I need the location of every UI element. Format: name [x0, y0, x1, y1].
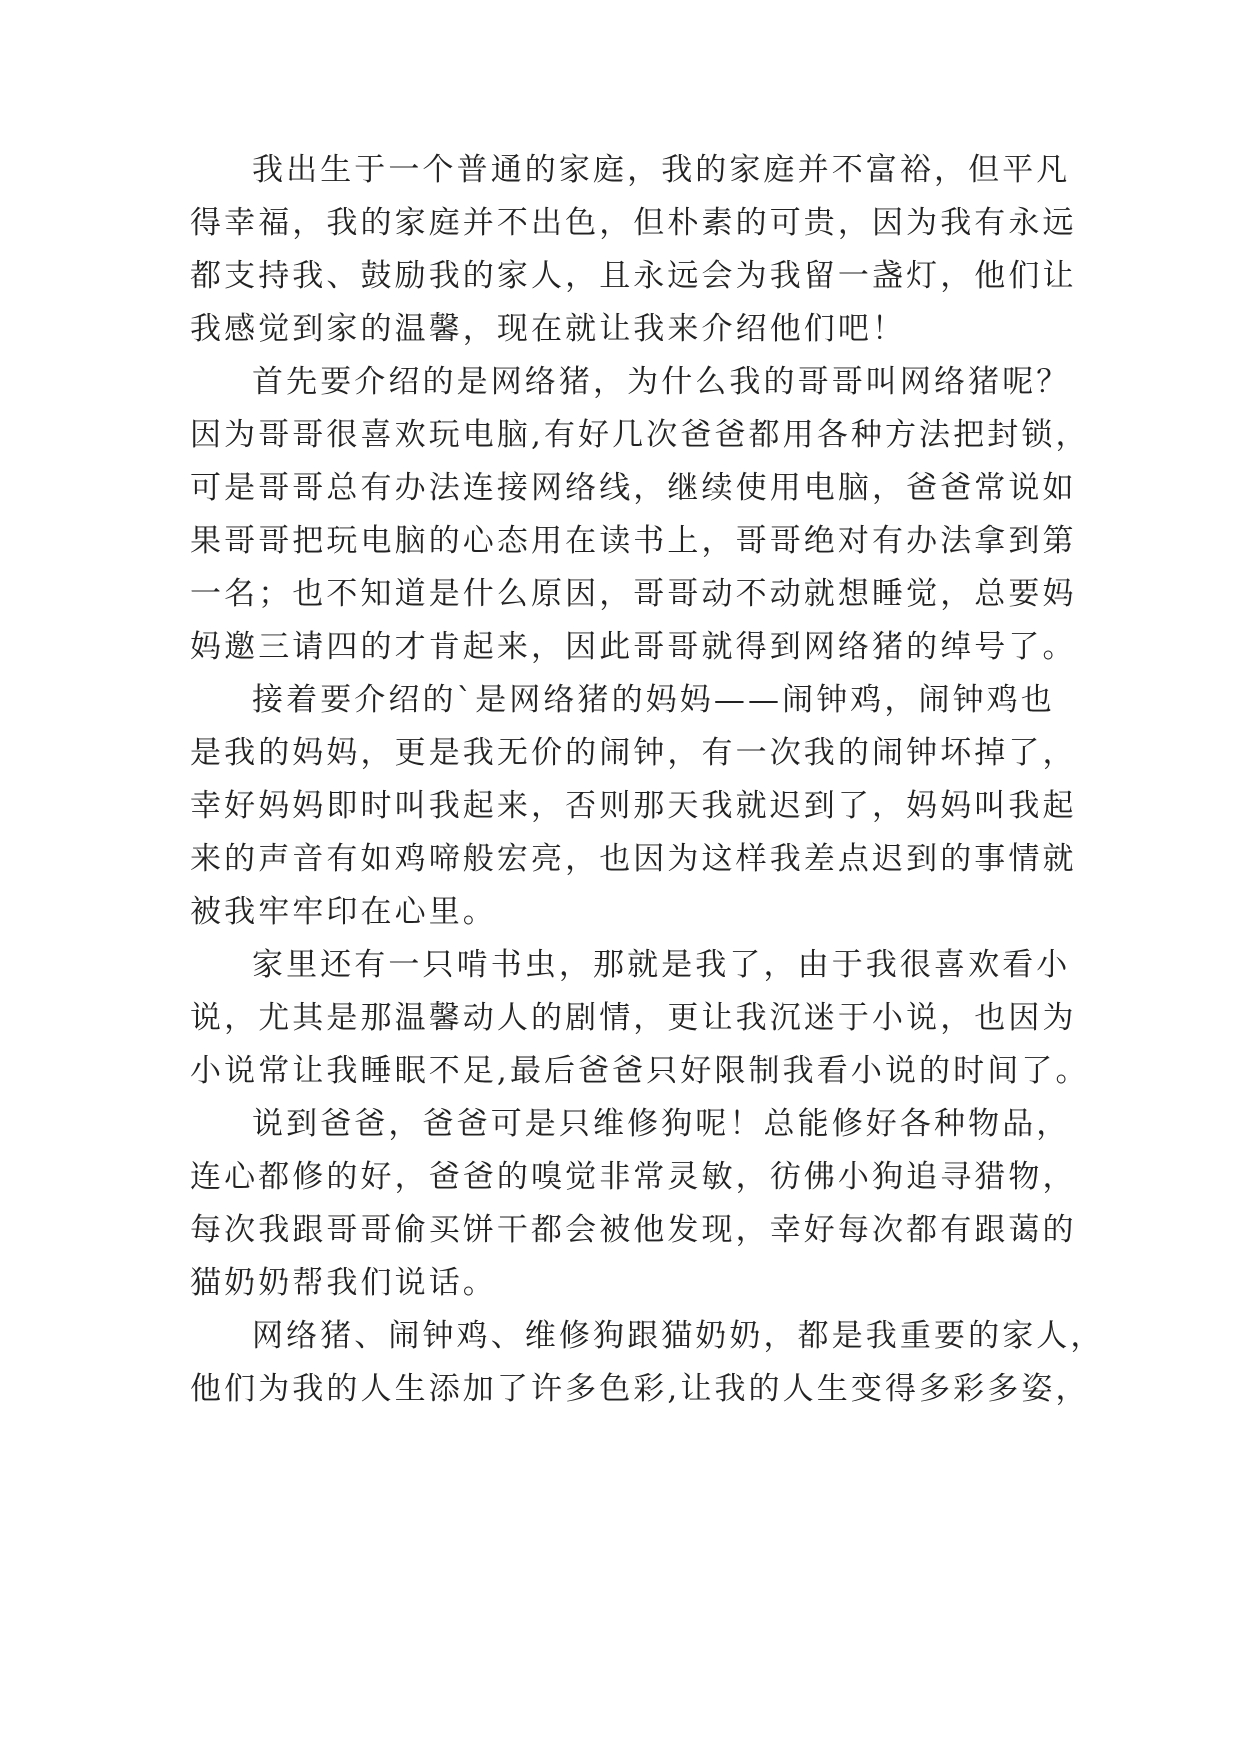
- paragraph-line: 说，尤其是那温馨动人的剧情，更让我沉迷于小说，也因为: [190, 1000, 1077, 1036]
- paragraph-line: 他们为我的人生添加了许多色彩,让我的人生变得多彩多姿，: [190, 1371, 1090, 1407]
- paragraph-line: 因为哥哥很喜欢玩电脑,有好几次爸爸都用各种方法把封锁，: [190, 417, 1090, 453]
- paragraph-line: 被我牢牢印在心里。: [190, 894, 497, 930]
- paragraph-line: 小说常让我睡眠不足,最后爸爸只好限制我看小说的时间了。: [190, 1053, 1090, 1089]
- paragraph-line: 幸好妈妈即时叫我起来，否则那天我就迟到了，妈妈叫我起: [190, 788, 1077, 824]
- paragraph-line: 都支持我、鼓励我的家人，且永远会为我留一盏灯，他们让: [190, 258, 1077, 294]
- paragraph-line: 猫奶奶帮我们说话。: [190, 1265, 497, 1301]
- paragraph-line: 每次我跟哥哥偷买饼干都会被他发现，幸好每次都有跟蔼的: [190, 1212, 1077, 1248]
- paragraph-line: 首先要介绍的是网络猪，为什么我的哥哥叫网络猪呢？: [252, 364, 1071, 400]
- paragraph-line: 家里还有一只啃书虫，那就是我了，由于我很喜欢看小: [252, 947, 1071, 983]
- paragraph-line: 我出生于一个普通的家庭，我的家庭并不富裕，但平凡: [252, 152, 1071, 188]
- paragraph-line: 网络猪、闹钟鸡、维修狗跟猫奶奶，都是我重要的家人，: [252, 1318, 1105, 1354]
- paragraph-line: 说到爸爸，爸爸可是只维修狗呢！总能修好各种物品，: [252, 1106, 1071, 1142]
- paragraph-line: 连心都修的好，爸爸的嗅觉非常灵敏，彷佛小狗追寻猎物，: [190, 1159, 1077, 1195]
- paragraph-line: 可是哥哥总有办法连接网络线，继续使用电脑，爸爸常说如: [190, 470, 1077, 506]
- paragraph-line: 妈邀三请四的才肯起来，因此哥哥就得到网络猪的绰号了。: [190, 629, 1077, 665]
- paragraph-line: 是我的妈妈，更是我无价的闹钟，有一次我的闹钟坏掉了，: [190, 735, 1077, 771]
- paragraph-line: 果哥哥把玩电脑的心态用在读书上，哥哥绝对有办法拿到第: [190, 523, 1077, 559]
- paragraph-line: 一名；也不知道是什么原因，哥哥动不动就想睡觉，总要妈: [190, 576, 1077, 612]
- paragraph-line: 接着要介绍的`是网络猪的妈妈——闹钟鸡，闹钟鸡也: [252, 682, 1055, 718]
- paragraph-line: 来的声音有如鸡啼般宏亮，也因为这样我差点迟到的事情就: [190, 841, 1077, 877]
- paragraph-line: 我感觉到家的温馨，现在就让我来介绍他们吧！: [190, 311, 907, 347]
- paragraph-line: 得幸福，我的家庭并不出色，但朴素的可贵，因为我有永远: [190, 205, 1077, 241]
